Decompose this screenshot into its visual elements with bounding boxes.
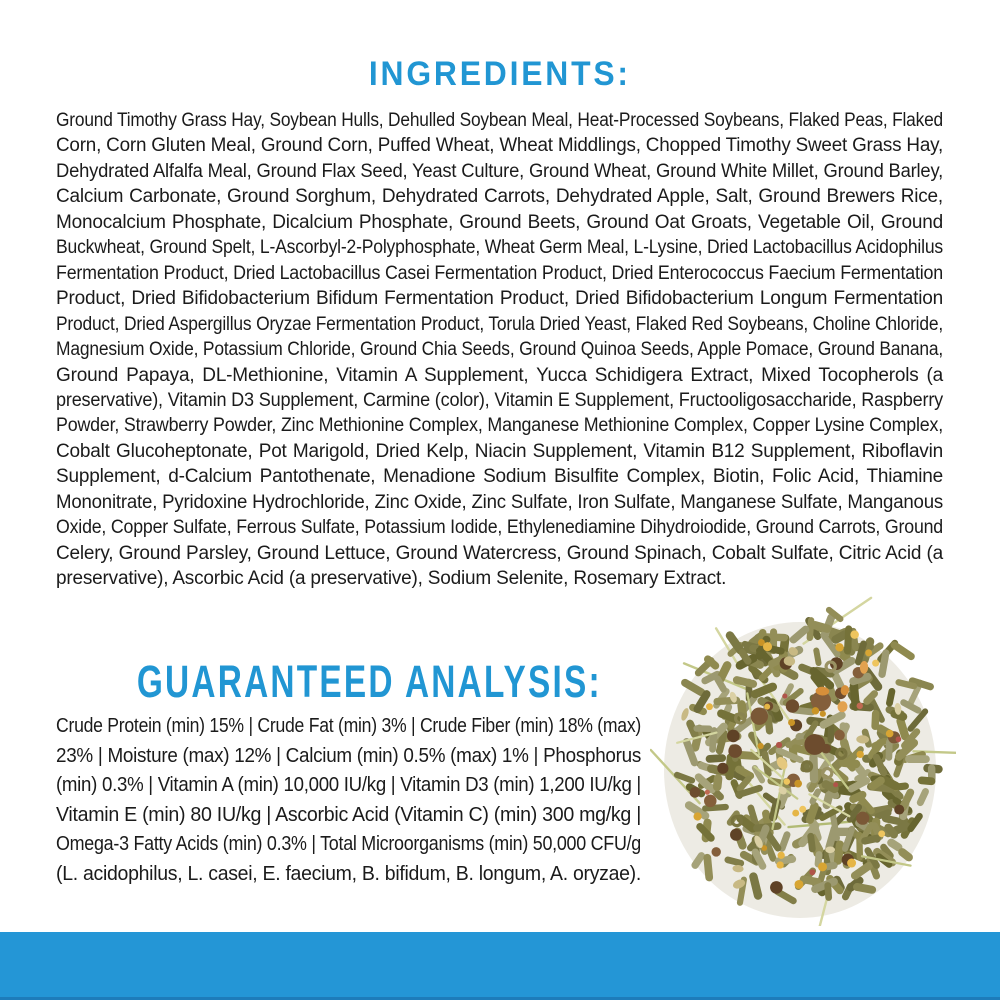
ingredients-line: Corn, Corn Gluten Meal, Ground Corn, Puffed Wheat, Wheat Middlings, Chopped Timothy Sweet Grass Hay,: [56, 135, 943, 157]
ingredients-line: Monocalcium Phosphate, Dicalcium Phosphate, Ground Beets, Ground Oat Groats, Vegetable Oil, Ground: [56, 211, 943, 233]
analysis-line: Vitamin E (min) 80 IU/kg | Ascorbic Acid (Vitamin C) (min) 300 mg/kg |: [56, 803, 641, 826]
analysis-line: Omega-3 Fatty Acids (min) 0.3% | Total Microorganisms (min) 50,000 CFU/g: [56, 833, 641, 855]
footer-bar: [0, 932, 1000, 1000]
analysis-line: Crude Protein (min) 15% | Crude Fat (min) 3% | Crude Fiber (min) 18% (max): [56, 715, 641, 737]
ingredients-line: Oxide, Copper Sulfate, Ferrous Sulfate, Potassium Iodide, Ethylenediamine Dihydroiodide, Ground Carrots, Ground: [56, 517, 943, 539]
ingredients-line: Magnesium Oxide, Potassium Chloride, Ground Chia Seeds, Ground Quinoa Seeds, Apple Pomace, Ground Banana,: [56, 339, 943, 361]
food-pile-illustration: [650, 590, 956, 926]
analysis-line: 23% | Moisture (max) 12% | Calcium (min) 0.5% (max) 1% | Phosphorus: [56, 744, 641, 767]
ingredients-line: Ground Timothy Grass Hay, Soybean Hulls, Dehulled Soybean Meal, Heat-Processed Soybeans, Flaked Peas, Flaked: [56, 110, 943, 131]
ingredients-line: preservative), Vitamin D3 Supplement, Carmine (color), Vitamin E Supplement, Fructooligosaccharide, Raspberry: [56, 389, 943, 411]
ingredients-line: Mononitrate, Pyridoxine Hydrochloride, Zinc Oxide, Zinc Sulfate, Iron Sulfate, Manganese Sulfate, Manganous: [56, 491, 943, 513]
food-pile-image: [650, 590, 956, 926]
analysis-line: (L. acidophilus, L. casei, E. faecium, B. bifidum, B. longum, A. oryzae).: [56, 862, 641, 885]
ingredients-paragraph: [56, 108, 943, 592]
ingredients-heading-row: [0, 57, 1000, 91]
guaranteed-analysis-paragraph: [56, 712, 641, 889]
ingredients-line: Product, Dried Bifidobacterium Bifidum Fermentation Product, Dried Bifidobacterium Longum Fermentation: [56, 288, 943, 310]
ingredients-line: Calcium Carbonate, Ground Sorghum, Dehydrated Carrots, Dehydrated Apple, Salt, Ground Brewers Rice,: [56, 186, 943, 208]
guaranteed-analysis-heading: GUARANTEED ANALYSIS:: [136, 656, 602, 707]
ingredients-line: Cobalt Glucoheptonate, Pot Marigold, Dried Kelp, Niacin Supplement, Vitamin B12 Supplement, Riboflavin: [56, 440, 943, 462]
ingredients-line: Product, Dried Aspergillus Oryzae Fermentation Product, Torula Dried Yeast, Flaked Red Soybeans, Choline Chloride,: [56, 313, 943, 335]
ingredients-heading: INGREDIENTS:: [369, 55, 631, 93]
analysis-line: (min) 0.3% | Vitamin A (min) 10,000 IU/kg | Vitamin D3 (min) 1,200 IU/kg |: [56, 774, 641, 796]
ingredients-line: Supplement, d-Calcium Pantothenate, Menadione Sodium Bisulfite Complex, Biotin, Folic Acid, Thiamine: [56, 466, 943, 488]
ingredients-line: preservative), Ascorbic Acid (a preservative), Sodium Selenite, Rosemary Extract.: [56, 568, 727, 590]
ingredients-line: Buckwheat, Ground Spelt, L-Ascorbyl-2-Polyphosphate, Wheat Germ Meal, L-Lysine, Dried Lactobacillus Acidophilus: [56, 237, 943, 259]
ingredients-line: Ground Papaya, DL-Methionine, Vitamin A Supplement, Yucca Schidigera Extract, Mixed Tocopherols (a: [56, 364, 943, 386]
ingredients-line: Dehydrated Alfalfa Meal, Ground Flax Seed, Yeast Culture, Ground Wheat, Ground White Millet, Ground Barley,: [56, 160, 943, 182]
ingredients-line: Powder, Strawberry Powder, Zinc Methionine Complex, Manganese Methionine Complex, Copper Lysine Complex,: [56, 415, 943, 437]
ingredients-line: Fermentation Product, Dried Lactobacillus Casei Fermentation Product, Dried Enterococcus Faecium Fermentation: [56, 262, 943, 284]
guaranteed-analysis-heading-row: [56, 656, 641, 707]
ingredients-line: Celery, Ground Parsley, Ground Lettuce, Ground Watercress, Ground Spinach, Cobalt Sulfate, Citric Acid (a: [56, 542, 943, 564]
